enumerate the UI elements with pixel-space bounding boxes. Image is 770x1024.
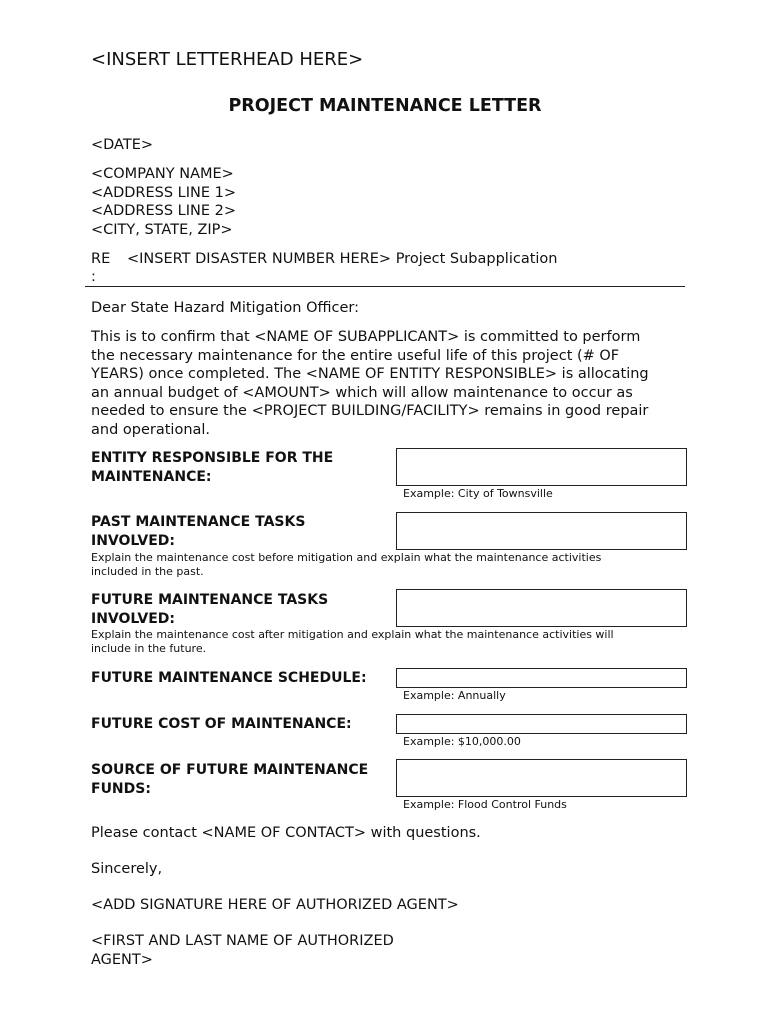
entity-input[interactable] — [396, 448, 687, 486]
body-line: and operational. — [91, 421, 211, 438]
funds-label — [91, 761, 368, 798]
funds-input[interactable] — [396, 759, 687, 797]
city-state-zip: <CITY, STATE, ZIP> — [91, 221, 233, 238]
body-line: an annual budget of <AMOUNT> which will allow maintenance to occur as — [91, 384, 633, 401]
body-paragraph — [91, 328, 649, 439]
future-tasks-input[interactable] — [396, 589, 687, 627]
letterhead-placeholder: <INSERT LETTERHEAD HERE> — [91, 49, 364, 70]
cost-input[interactable] — [396, 714, 687, 734]
future-tasks-hint — [91, 628, 614, 656]
address-line-1: <ADDRESS LINE 1> — [91, 184, 236, 201]
past-tasks-input[interactable] — [396, 512, 687, 550]
re-label: RE — [91, 251, 111, 267]
funds-hint: Example: Flood Control Funds — [403, 798, 567, 811]
re-colon: : — [91, 269, 96, 285]
body-line: YEARS) once completed. The <NAME OF ENTITY RESPONSIBLE> is allocating — [91, 366, 649, 382]
past-tasks-label-line: INVOLVED: — [91, 532, 176, 549]
signature-placeholder: <ADD SIGNATURE HERE OF AUTHORIZED AGENT> — [91, 897, 459, 913]
body-line: needed to ensure the <PROJECT BUILDING/FACILITY> remains in good repair — [91, 403, 649, 419]
schedule-hint: Example: Annually — [403, 689, 506, 702]
past-tasks-hint-line: included in the past. — [91, 565, 204, 578]
agent-name-line: AGENT> — [91, 951, 153, 968]
agent-name-placeholder — [91, 932, 394, 969]
page-title: PROJECT MAINTENANCE LETTER — [228, 96, 542, 116]
salutation: Dear State Hazard Mitigation Officer: — [91, 300, 359, 316]
future-tasks-hint-line: include in the future. — [91, 642, 207, 655]
divider — [85, 286, 685, 287]
past-tasks-label — [91, 513, 305, 550]
future-tasks-label-line: INVOLVED: — [91, 610, 176, 627]
entity-label — [91, 449, 333, 486]
funds-label-line: SOURCE OF FUTURE MAINTENANCE — [91, 762, 369, 778]
schedule-input[interactable] — [396, 668, 687, 688]
schedule-label: FUTURE MAINTENANCE SCHEDULE: — [91, 670, 367, 686]
cost-hint: Example: $10,000.00 — [403, 735, 521, 748]
address-line-2: <ADDRESS LINE 2> — [91, 203, 236, 219]
contact-line: Please contact <NAME OF CONTACT> with questions. — [91, 825, 481, 841]
future-tasks-hint-line: Explain the maintenance cost after mitigation and explain what the maintenance activities will — [91, 628, 614, 641]
funds-label-line: FUNDS: — [91, 780, 151, 797]
closing: Sincerely, — [91, 861, 163, 877]
entity-label-line: MAINTENANCE: — [91, 468, 212, 485]
future-tasks-label-line: FUTURE MAINTENANCE TASKS — [91, 592, 329, 608]
past-tasks-hint-line: Explain the maintenance cost before mitigation and explain what the maintenance activities — [91, 551, 602, 564]
future-tasks-label — [91, 591, 328, 628]
address-block — [91, 165, 236, 239]
past-tasks-label-line: PAST MAINTENANCE TASKS — [91, 514, 306, 530]
re-subject: <INSERT DISASTER NUMBER HERE> Project Subapplication — [127, 251, 558, 267]
company-name: <COMPANY NAME> — [91, 166, 234, 182]
entity-hint: Example: City of Townsville — [403, 487, 553, 500]
past-tasks-hint — [91, 551, 601, 579]
entity-label-line: ENTITY RESPONSIBLE FOR THE — [91, 450, 334, 466]
body-line: the necessary maintenance for the entire useful life of this project (# OF — [91, 347, 620, 364]
date-placeholder: <DATE> — [91, 137, 154, 153]
agent-name-line: <FIRST AND LAST NAME OF AUTHORIZED — [91, 933, 394, 949]
cost-label: FUTURE COST OF MAINTENANCE: — [91, 716, 352, 732]
body-line: This is to confirm that <NAME OF SUBAPPLICANT> is committed to perform — [91, 329, 641, 345]
